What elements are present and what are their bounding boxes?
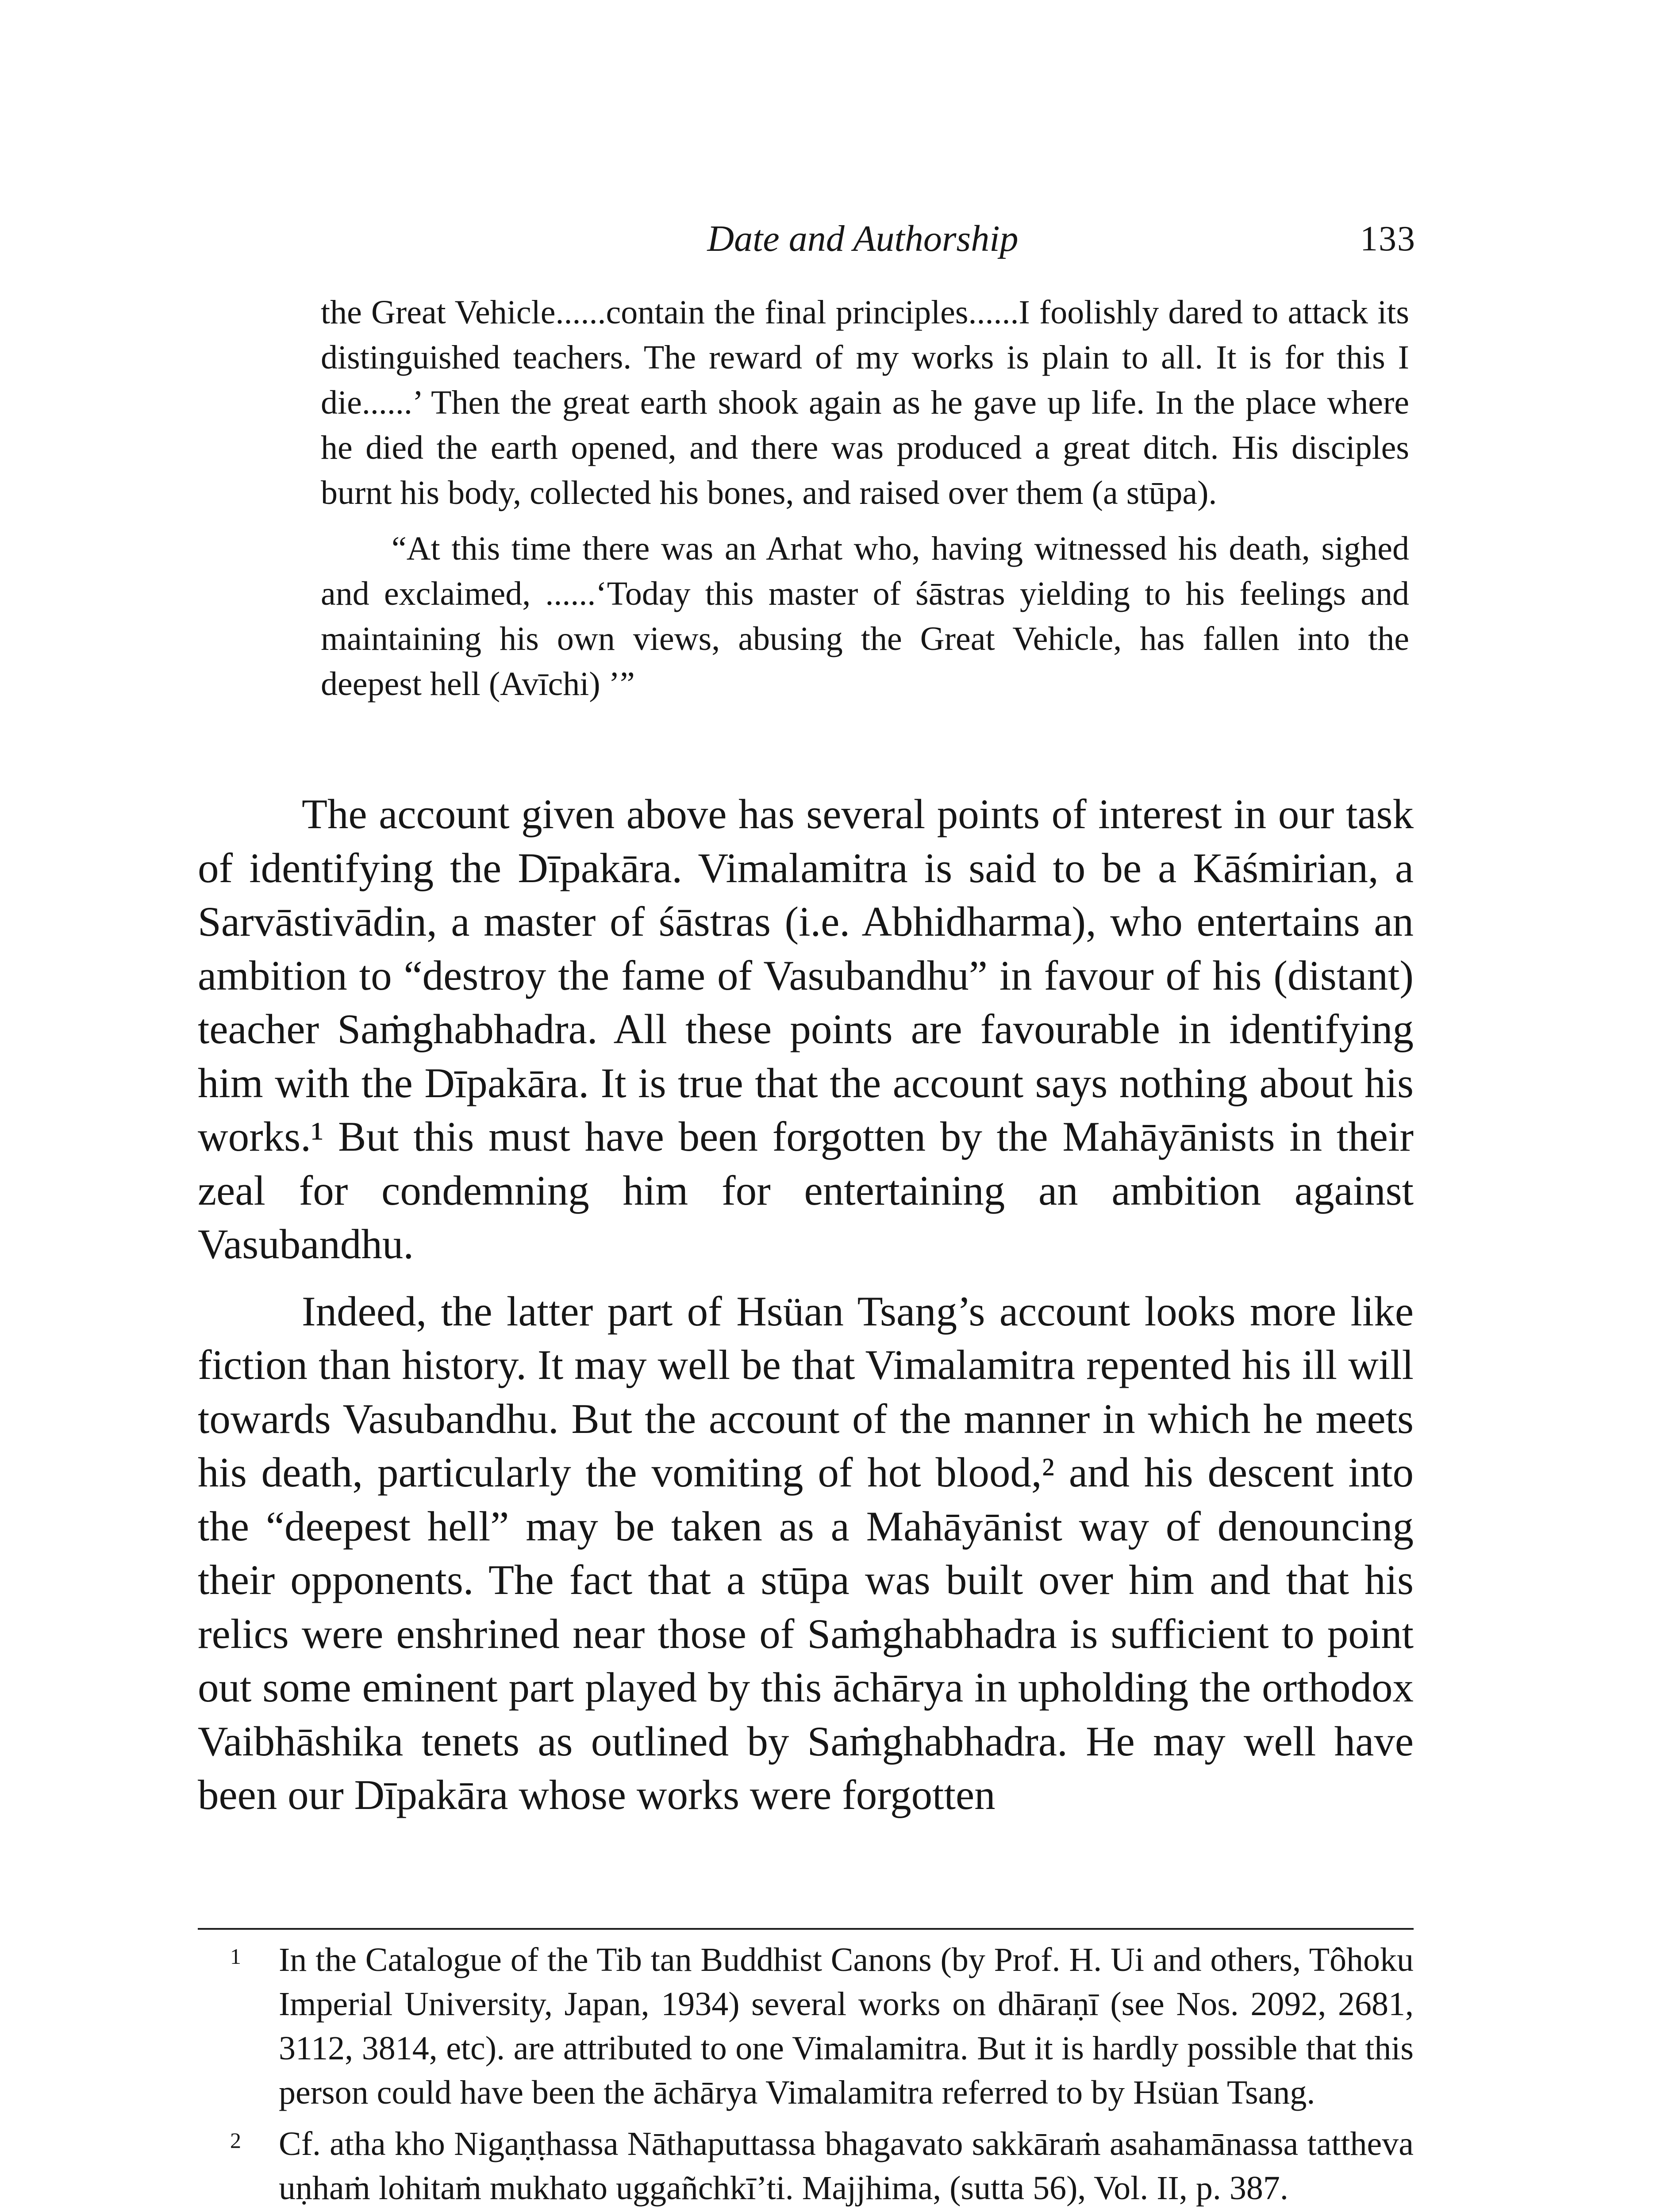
running-title: Date and Authorship (707, 218, 1019, 259)
body-paragraph: Indeed, the latter part of Hsüan Tsang’s account looks more like fiction than history. It may well be that Vimalamitra repented his ill will towards Vasubandhu. But the account of the manner in which he meets his death, particularly the vomiting of hot blood,² and his descent into the “deepest hell” may be taken as a Mahāyānist way of denouncing their opponents. The fact that a stūpa was built over him and that his relics were enshrined near those of Saṁghabhadra is sufficient to point out some eminent part played by this āchārya in upholding the orthodox Vaibhāshika tenets as outlined by Saṁghabhadra. He may well have been our Dīpakāra whose works were forgotten (198, 1287, 1414, 1818)
footnote (230, 1938, 1414, 2115)
quote-paragraph: the Great Vehicle......contain the final principles......I foolishly dared to attack its distinguished teachers. The reward of my works is plain to all. It is for this I die......’ Then the great earth shook again as he gave up life. In the place where he died the earth opened, and there was produced a great ditch. His disciples burnt his body, collected his bones, and raised over them (a stūpa). (321, 294, 1409, 511)
footnote-text: In the Catalogue of the Tib tan Buddhist Canons (by Prof. H. Ui and others, Tôhoku Imperial University, Japan, 1934) several works on dhāraṇī (see Nos. 2092, 2681, 3112, 3814, etc). are attributed to one Vimalamitra. But it is hardly possible that this person could have been the āchārya Vimalamitra referred to by Hsüan Tsang. (279, 1941, 1414, 2111)
footnotes (230, 1938, 1414, 2210)
footnote (230, 2122, 1414, 2210)
quote-paragraph: “At this time there was an Arhat who, having witnessed his death, sighed and exclaimed, ......‘Today this master of śāstras yielding to his feelings and maintaining his own views, abusing the Great Vehicle, has fallen into the deepest hell (Avīchi) ’” (321, 530, 1409, 703)
page-number: 133 (1360, 219, 1416, 258)
footnote-text: Cf. atha kho Nigaṇṭhassa Nāthaputtassa bhagavato sakkāraṁ asahamānassa tattheva uṇhaṁ lohitaṁ mukhato uggañchkī’ti. Majjhima, (sutta 56), Vol. II, p. 387. (279, 2125, 1414, 2207)
body-paragraph: The account given above has several points of interest in our task of identifying the Dīpakāra. Vimalamitra is said to be a Kāśmirian, a Sarvāstivādin, a master of śāstras (i.e. Abhidharma), who entertains an ambition to “destroy the fame of Vasubandhu” in favour of his (distant) teacher Saṁghabhadra. All these points are favourable in identifying him with the Dīpakāra. It is true that the account says nothing about his works.¹ But this must have been forgotten by the Mahāyānists in their zeal for condemning him for entertaining an ambition against Vasubandhu. (198, 791, 1414, 1267)
body-text (198, 787, 1414, 1822)
footnote-divider (198, 1928, 1414, 1930)
block-quote (321, 290, 1409, 707)
footnote-marker: 1 (230, 1944, 241, 1969)
page-header (310, 212, 1416, 274)
footnote-marker: 2 (230, 2128, 241, 2153)
